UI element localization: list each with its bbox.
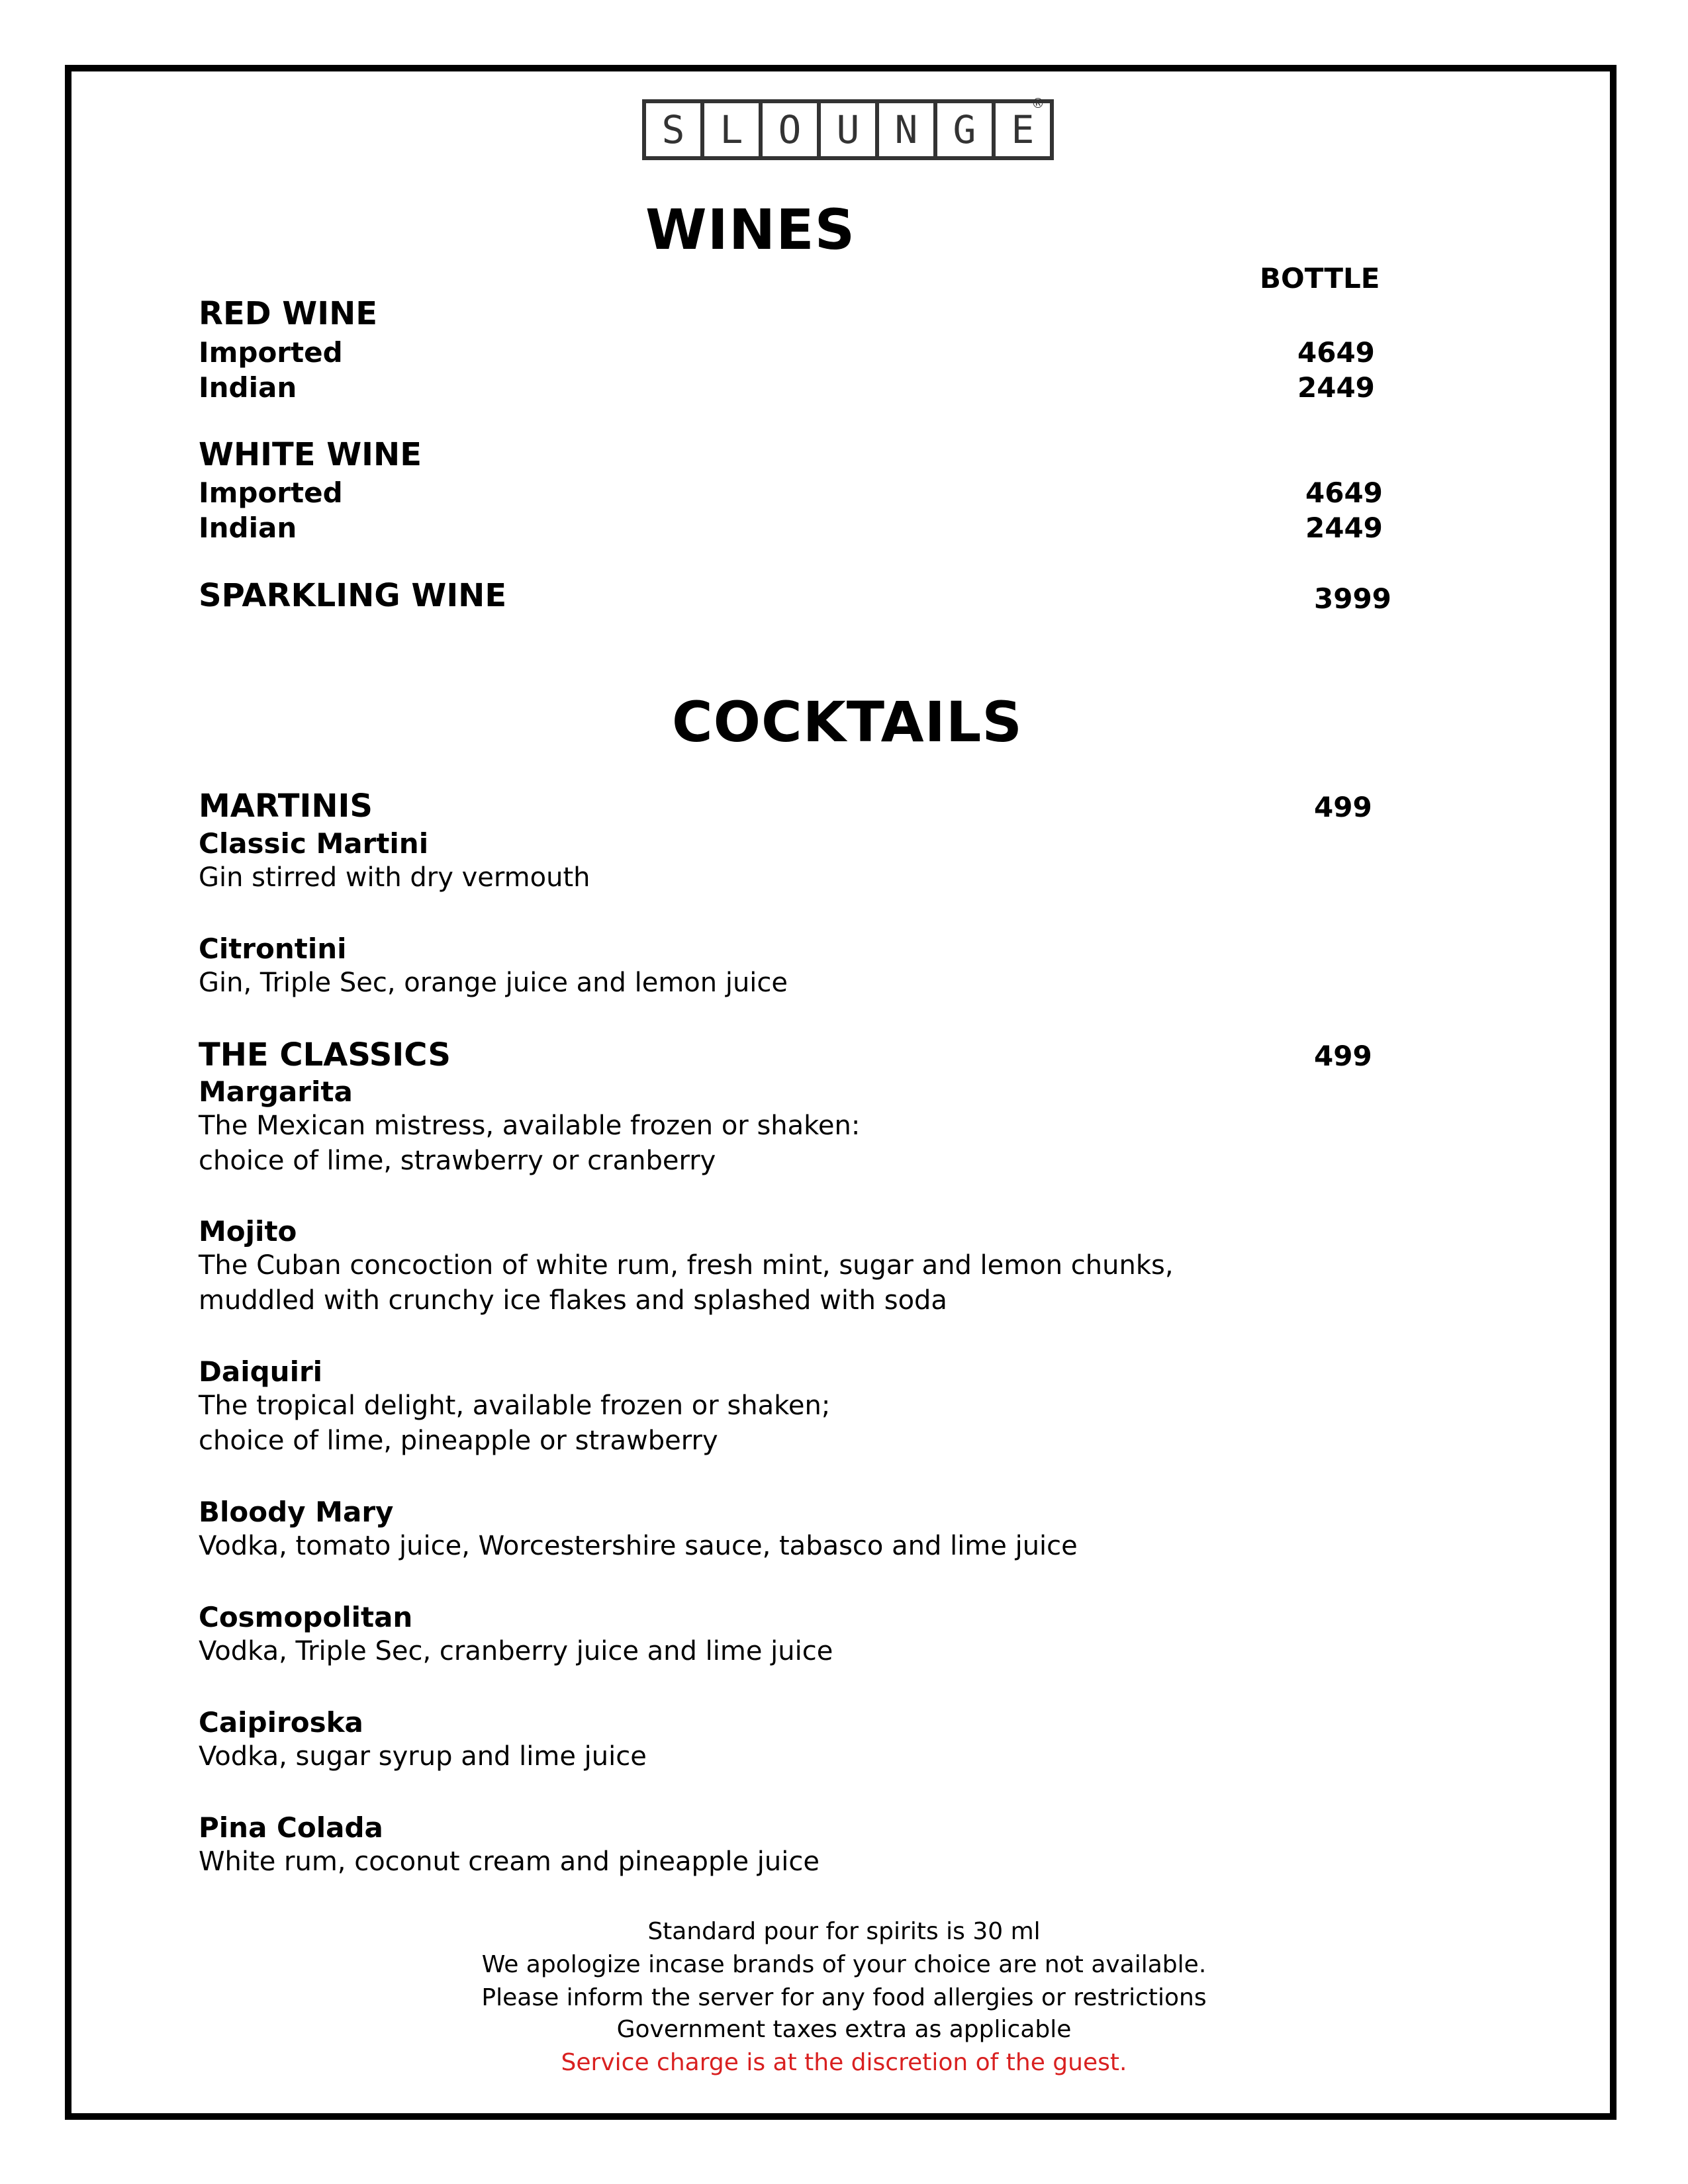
bottle-column-header: BOTTLE <box>1260 262 1380 295</box>
daiquiri-desc-1: The tropical delight, available frozen or shaken; <box>199 1390 831 1421</box>
footer-pour-note: Standard pour for spirits is 30 ml <box>647 1918 1041 1945</box>
white-wine-indian-price: 2449 <box>1305 512 1383 544</box>
caipiroska-desc: Vodka, sugar syrup and lime juice <box>199 1741 647 1772</box>
footer-allergy-note: Please inform the server for any food allergies or restrictions <box>481 1984 1207 2011</box>
wines-title: WINES <box>645 197 856 262</box>
cosmopolitan-name: Cosmopolitan <box>199 1601 413 1633</box>
pina-colada-desc: White rum, coconut cream and pineapple juice <box>199 1846 820 1877</box>
sparkling-wine-price: 3999 <box>1314 582 1391 615</box>
classic-martini-name: Classic Martini <box>199 827 429 860</box>
white-wine-imported: Imported <box>199 477 343 509</box>
margarita-name: Margarita <box>199 1075 353 1108</box>
martinis-price: 499 <box>1314 791 1372 823</box>
mojito-desc-1: The Cuban concoction of white rum, fresh mint, sugar and lemon chunks, <box>199 1250 1174 1281</box>
bloody-mary-name: Bloody Mary <box>199 1496 394 1528</box>
red-wine-heading: RED WINE <box>199 295 378 332</box>
sparkling-wine-heading: SPARKLING WINE <box>199 577 507 614</box>
martinis-heading: MARTINIS <box>199 788 373 825</box>
slounge-logo <box>642 95 1054 160</box>
red-wine-imported: Imported <box>199 336 343 369</box>
red-wine-indian-price: 2449 <box>1297 371 1375 404</box>
white-wine-indian: Indian <box>199 512 297 544</box>
margarita-desc-1: The Mexican mistress, available frozen or shaken: <box>199 1111 861 1141</box>
daiquiri-desc-2: choice of lime, pineapple or strawberry <box>199 1426 718 1456</box>
citrontini-desc: Gin, Triple Sec, orange juice and lemon juice <box>199 968 788 998</box>
footer-brands-note: We apologize incase brands of your choice are not available. <box>481 1951 1207 1978</box>
classics-heading: THE CLASSICS <box>199 1036 451 1073</box>
classic-martini-desc: Gin stirred with dry vermouth <box>199 862 590 893</box>
cosmopolitan-desc: Vodka, Triple Sec, cranberry juice and lime juice <box>199 1636 833 1666</box>
logo-letter: U <box>817 99 879 160</box>
cocktails-title: COCKTAILS <box>672 690 1023 754</box>
logo-letter: L <box>700 99 763 160</box>
logo-letter: E <box>992 99 1054 160</box>
red-wine-imported-price: 4649 <box>1297 336 1375 369</box>
mojito-desc-2: muddled with crunchy ice flakes and splashed with soda <box>199 1285 947 1316</box>
mojito-name: Mojito <box>199 1215 297 1248</box>
white-wine-heading: WHITE WINE <box>199 436 422 473</box>
pina-colada-name: Pina Colada <box>199 1811 383 1844</box>
logo-letter: S <box>642 99 704 160</box>
white-wine-imported-price: 4649 <box>1305 477 1383 509</box>
caipiroska-name: Caipiroska <box>199 1706 363 1739</box>
classics-price: 499 <box>1314 1040 1372 1072</box>
logo-letter: G <box>933 99 996 160</box>
footer-tax-note: Government taxes extra as applicable <box>616 2016 1072 2043</box>
registered-mark: ® <box>1031 95 1045 111</box>
bloody-mary-desc: Vodka, tomato juice, Worcestershire sauce, tabasco and lime juice <box>199 1531 1078 1561</box>
logo-letter: O <box>759 99 821 160</box>
margarita-desc-2: choice of lime, strawberry or cranberry <box>199 1146 716 1176</box>
red-wine-indian: Indian <box>199 371 297 404</box>
citrontini-name: Citrontini <box>199 933 347 965</box>
footer-service-charge-note: Service charge is at the discretion of the guest. <box>561 2049 1127 2076</box>
daiquiri-name: Daiquiri <box>199 1355 323 1388</box>
logo-letter: N <box>875 99 937 160</box>
